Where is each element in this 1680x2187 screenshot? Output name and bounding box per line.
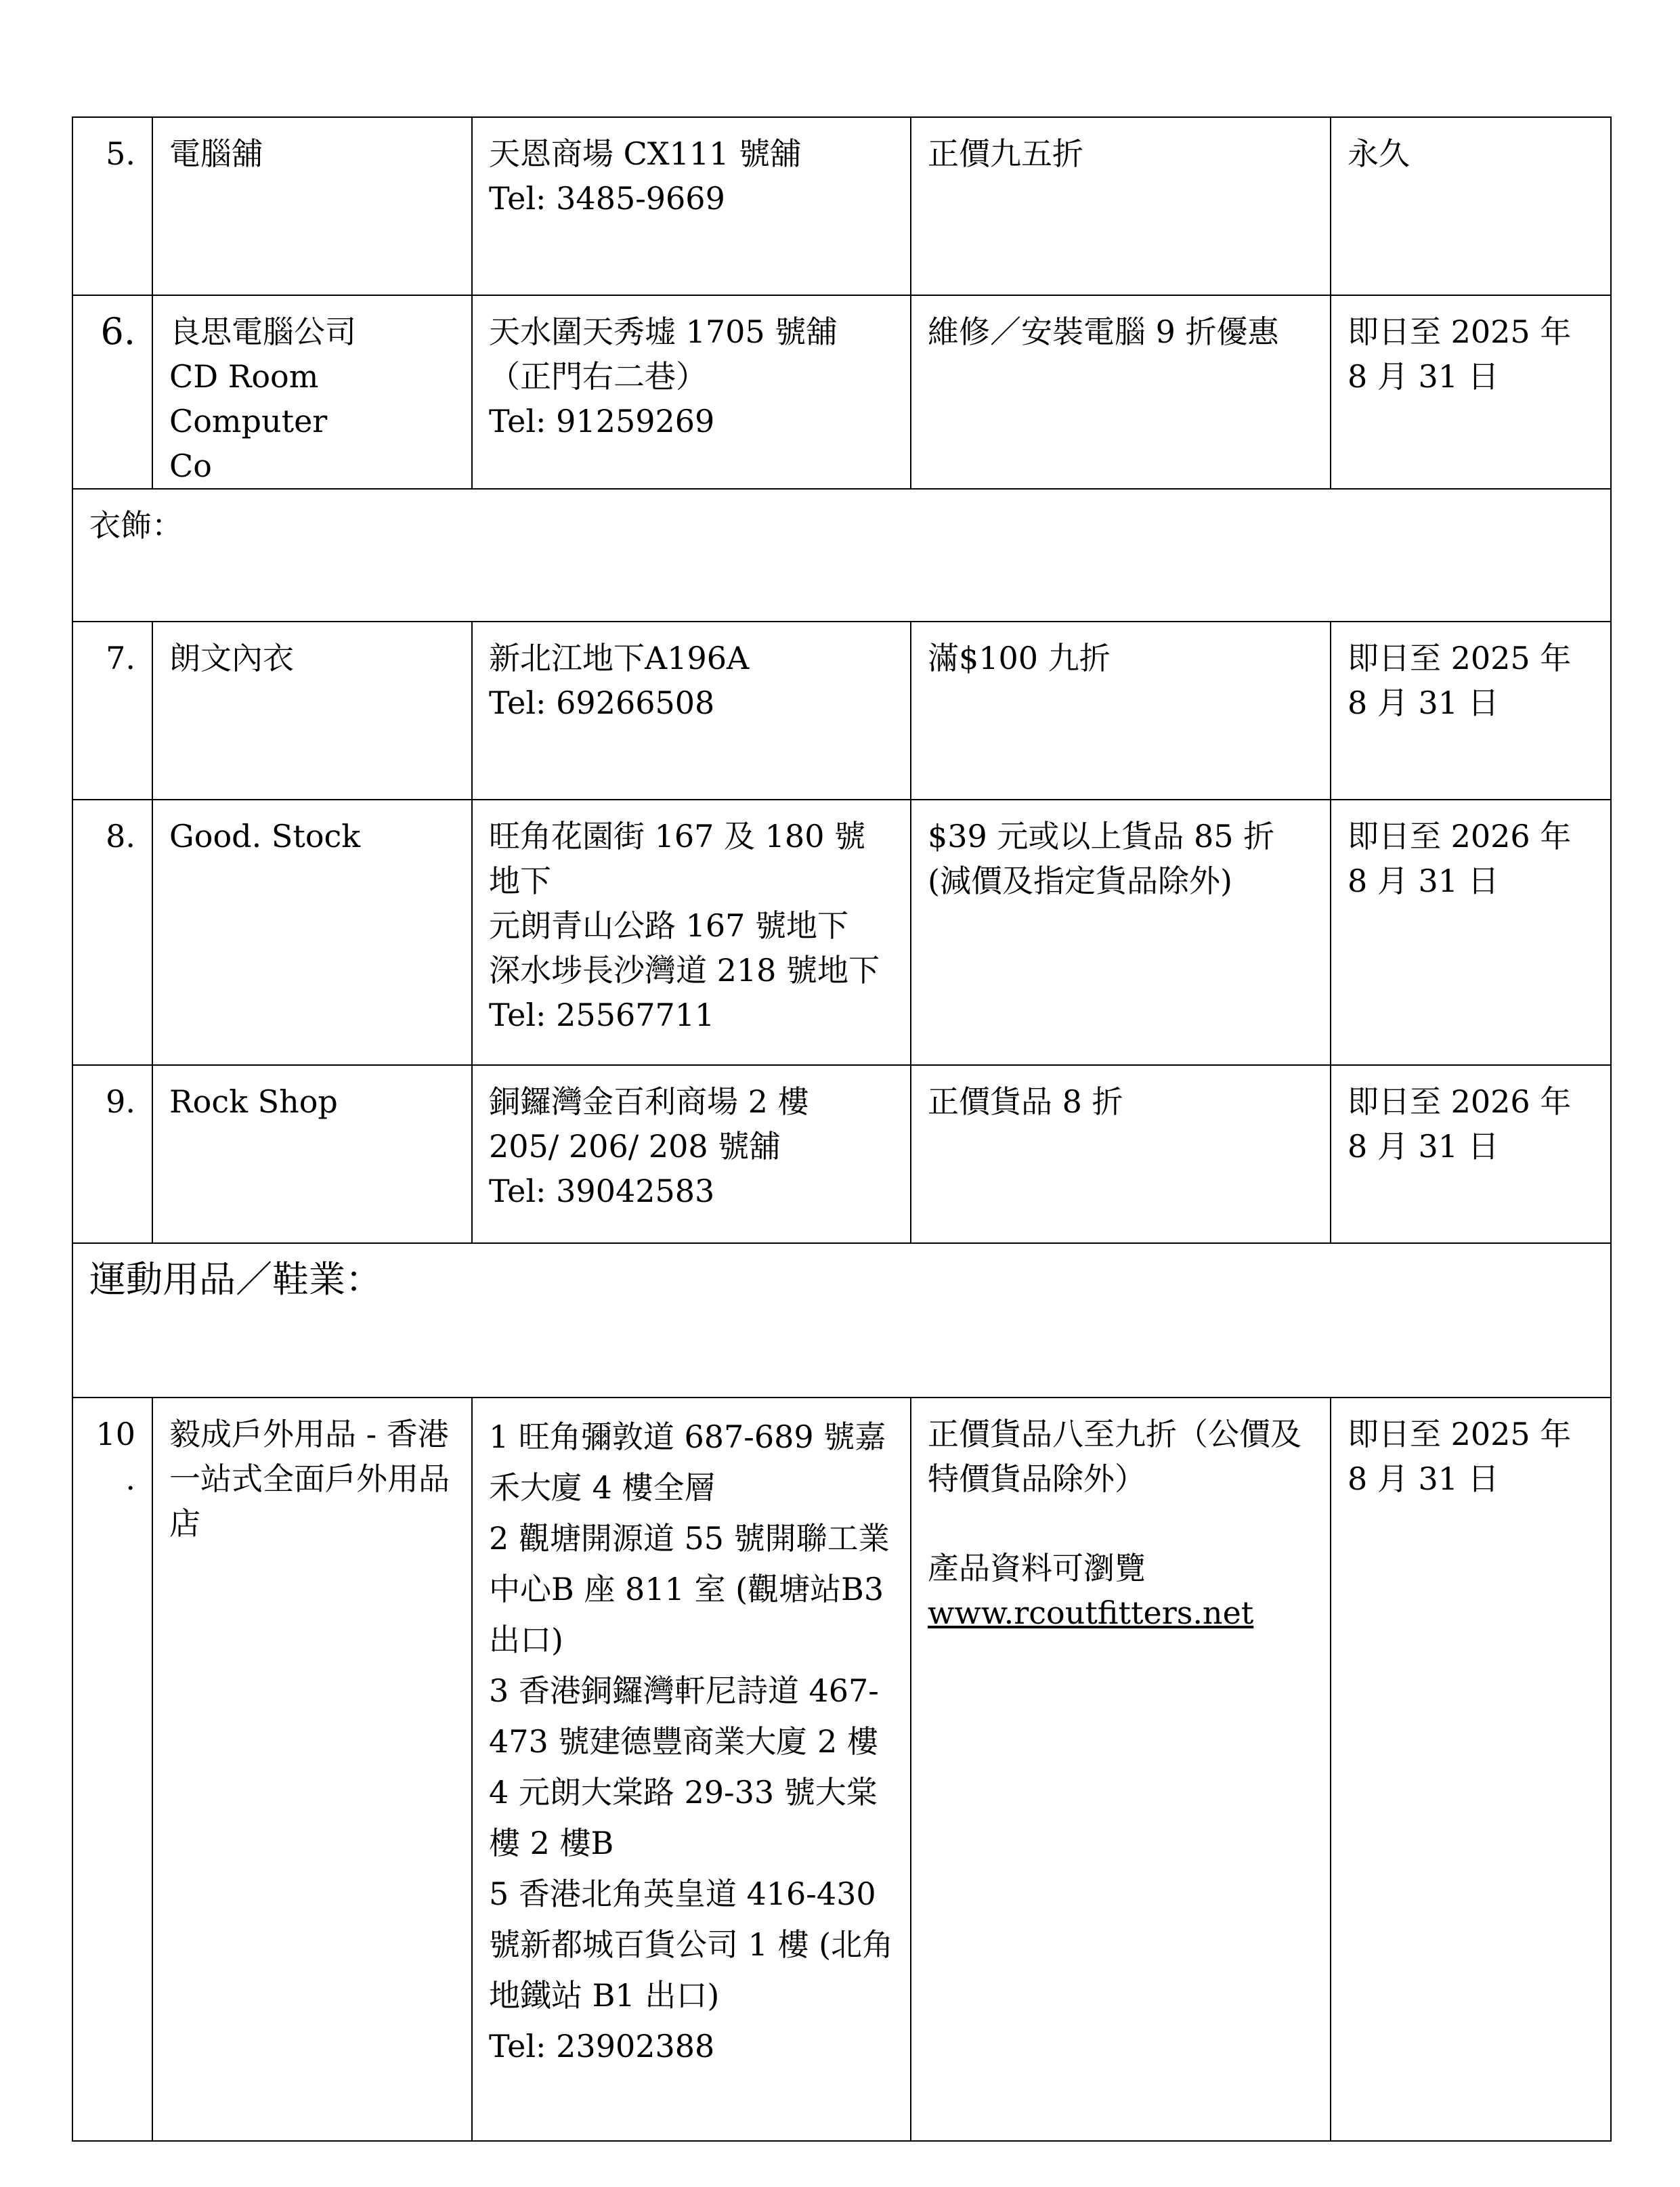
table-row — [72, 622, 1611, 800]
table-row — [72, 800, 1611, 1065]
offer-note: 產品資料可瀏覽 — [928, 1550, 1146, 1586]
shop-address: 新北江地下A196A Tel: 69266508 — [472, 622, 911, 800]
offer-period: 即日至 2025 年 8 月 31 日 — [1331, 1398, 1611, 2141]
offer-period: 即日至 2025 年 8 月 31 日 — [1331, 622, 1611, 800]
row-number: 6. — [72, 295, 152, 489]
offer-period: 即日至 2026 年 8 月 31 日 — [1331, 800, 1611, 1065]
table-row — [72, 1065, 1611, 1243]
offer-period: 即日至 2026 年 8 月 31 日 — [1331, 1065, 1611, 1243]
offer: 正價貨品 8 折 — [911, 1065, 1331, 1243]
shop-address: 天水圍天秀墟 1705 號舖 （正門右二巷） Tel: 91259269 — [472, 295, 911, 489]
category-heading-clothing: 衣飾： — [72, 489, 1611, 622]
merchant-table — [72, 116, 1612, 2142]
offer: $39 元或以上貨品 85 折 (減價及指定貨品除外) — [911, 800, 1331, 1065]
row-number: 10. — [72, 1398, 152, 2141]
shop-address: 1 旺角彌敦道 687-689 號嘉禾大廈 4 樓全層 2 觀塘開源道 55 號開聯工業中心B 座 811 室 (觀塘站B3 出口) 3 香港銅鑼灣軒尼詩道 467-473 號建德豐商業大廈 2 樓 4 元朗大棠路 29-33 號大棠樓 2 樓B 5 香港北角英皇道 416-430 號新都城百貨公司 1 樓 (北角地鐵站 B1 出口) Tel: 23902388 — [472, 1398, 911, 2141]
shop-name: 毅成戶外用品 - 香港一站式全面戶外用品店 — [152, 1398, 472, 2141]
offer-period: 即日至 2025 年 8 月 31 日 — [1331, 295, 1611, 489]
row-number: 5. — [72, 117, 152, 295]
shop-name: Rock Shop — [152, 1065, 472, 1243]
shop-name: 良思電腦公司 CD Room Computer Co — [152, 295, 472, 489]
category-row — [72, 1243, 1611, 1398]
offer: 正價九五折 — [911, 117, 1331, 295]
shop-address: 銅鑼灣金百利商場 2 樓 205/ 206/ 208 號舖 Tel: 39042583 — [472, 1065, 911, 1243]
shop-name: 朗文內衣 — [152, 622, 472, 800]
table-row — [72, 295, 1611, 489]
category-heading-sports: 運動用品／鞋業： — [72, 1243, 1611, 1398]
shop-name: Good. Stock — [152, 800, 472, 1065]
shop-address: 旺角花園街 167 及 180 號地下 元朗青山公路 167 號地下 深水埗長沙灣道 218 號地下 Tel: 25567711 — [472, 800, 911, 1065]
offer: 正價貨品八至九折（公價及特價貨品除外） 產品資料可瀏覽 www.rcoutfitters.net — [911, 1398, 1331, 2141]
website-link[interactable]: www.rcoutfitters.net — [928, 1595, 1254, 1631]
row-number: 9. — [72, 1065, 152, 1243]
offer: 滿$100 九折 — [911, 622, 1331, 800]
row-number: 7. — [72, 622, 152, 800]
row-number: 8. — [72, 800, 152, 1065]
category-row — [72, 489, 1611, 622]
offer: 維修／安裝電腦 9 折優惠 — [911, 295, 1331, 489]
shop-name: 電腦舖 — [152, 117, 472, 295]
table-row — [72, 1398, 1611, 2141]
table-row — [72, 117, 1611, 295]
shop-address: 天恩商場 CX111 號舖 Tel: 3485-9669 — [472, 117, 911, 295]
offer-period: 永久 — [1331, 117, 1611, 295]
